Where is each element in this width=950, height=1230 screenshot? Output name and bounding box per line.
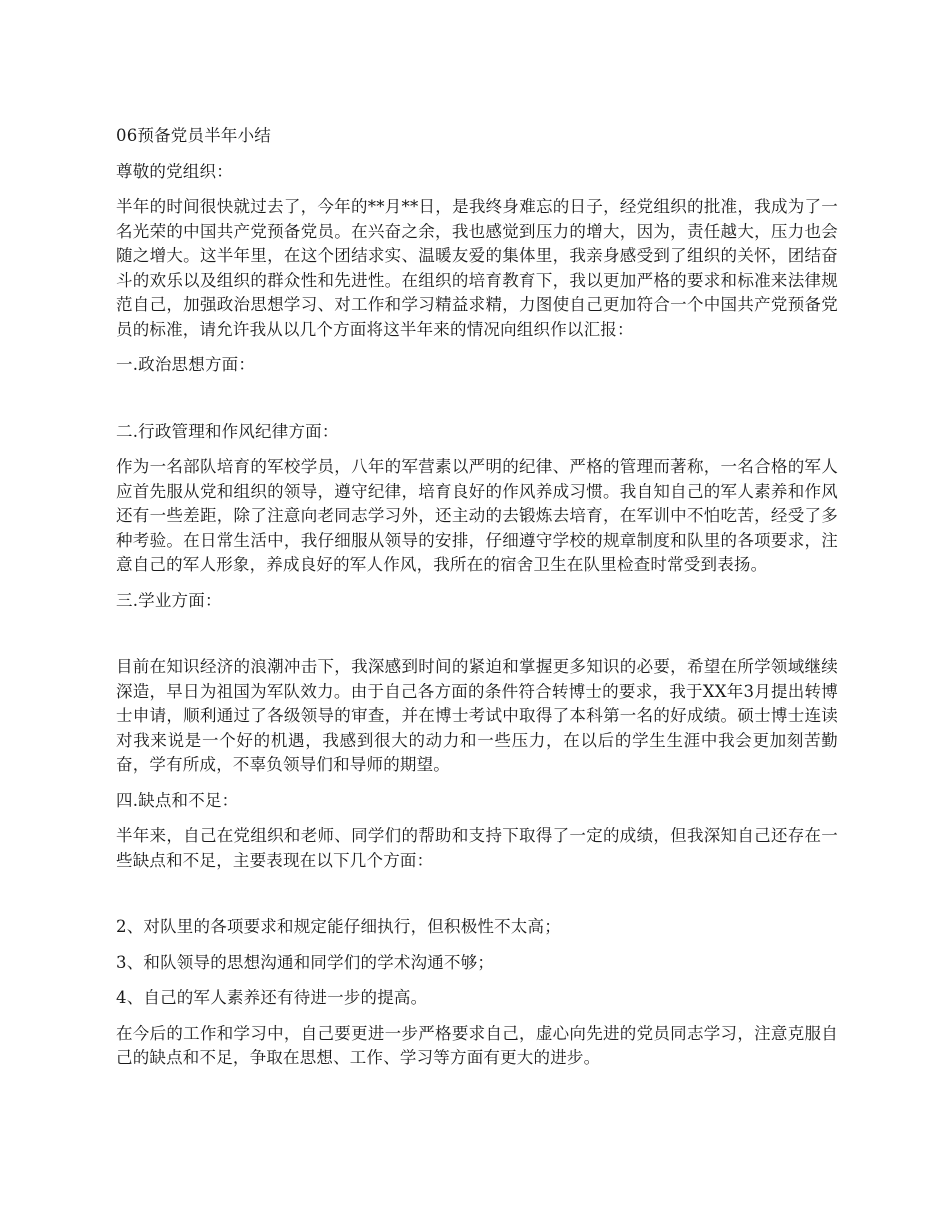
document-page (116, 124, 838, 1071)
salutation: 尊敬的党组织： (116, 161, 233, 181)
intro-paragraph: 半年的时间很快就过去了，今年的**月**日，是我终身难忘的日子，经党组织的批准，我成为了一名光荣的中国共产党预备党员。在兴奋之余，我也感觉到压力的增大，因为，责任越大，压力也会随之增大。这半年里，在这个团结求实、温暖友爱的集体里，我亲身感受到了组织的关怀，团结奋斗的欢乐以及组织的群众性和先进性。在组织的培育教育下，我以更加严格的要求和标准来法律规范自己，加强政治思想学习、对工作和学习精益求精，力图使自己更加符合一个中国共产党预备党员的标准，请允许我从以几个方面将这半年来的情况向组织作以汇报： (116, 197, 838, 339)
section-heading-politics: 一.政治思想方面： (116, 355, 256, 374)
section-body-study: 目前在知识经济的浪潮冲击下，我深感到时间的紧迫和掌握更多知识的必要，希望在所学领域继续深造，早日为祖国为军队效力。由于自己各方面的条件符合转博士的要求，我于XX年3月提出转博士申请，顺利通过了各级领导的审查，并在博士考试中取得了本科第一名的好成绩。硕士博士连读对我来说是一个好的机遇，我感到很大的动力和一些压力，在以后的学生生涯中我会更加刻苦勤奋，学有所成，不辜负领导们和导师的期望。 (116, 657, 838, 774)
document-title: 06预备党员半年小结 (116, 126, 271, 145)
section-body-discipline: 作为一名部队培育的军校学员，八年的军营素以严明的纪律、严格的管理而著称，一名合格的军人应首先服从党和组织的领导，遵守纪律，培育良好的作风养成习惯。我自知自己的军人素养和作风还有一些差距，除了注意向老同志学习外，还主动的去锻炼去培育，在军训中不怕吃苦，经受了多种考验。在日常生活中，我仔细服从领导的安排，仔细遵守学校的规章制度和队里的各项要求，注意自己的军人形象，养成良好的军人作风，我所在的宿舍卫生在队里检查时常受到表扬。 (116, 457, 838, 574)
list-item: 3、和队领导的思想沟通和同学们的学术沟通不够； (116, 952, 495, 972)
conclusion-paragraph: 在今后的工作和学习中，自己要更进一步严格要求自己，虚心向先进的党员同志学习，注意克服自己的缺点和不足，争取在思想、工作、学习等方面有更大的进步。 (116, 1023, 838, 1067)
section-heading-shortcomings: 四.缺点和不足： (116, 790, 239, 810)
list-item: 4、自己的军人素养还有待进一步的提高。 (116, 988, 428, 1007)
section-heading-discipline: 二.行政管理和作风纪律方面： (116, 421, 339, 441)
list-item: 2、对队里的各项要求和规定能仔细执行，但积极性不太高； (116, 917, 561, 936)
section-heading-study: 三.学业方面： (116, 590, 222, 610)
section-body-shortcomings: 半年来，自己在党组织和老师、同学们的帮助和支持下取得了一定的成绩，但我深知自己还存在一些缺点和不足，主要表现在以下几个方面： (116, 826, 838, 870)
